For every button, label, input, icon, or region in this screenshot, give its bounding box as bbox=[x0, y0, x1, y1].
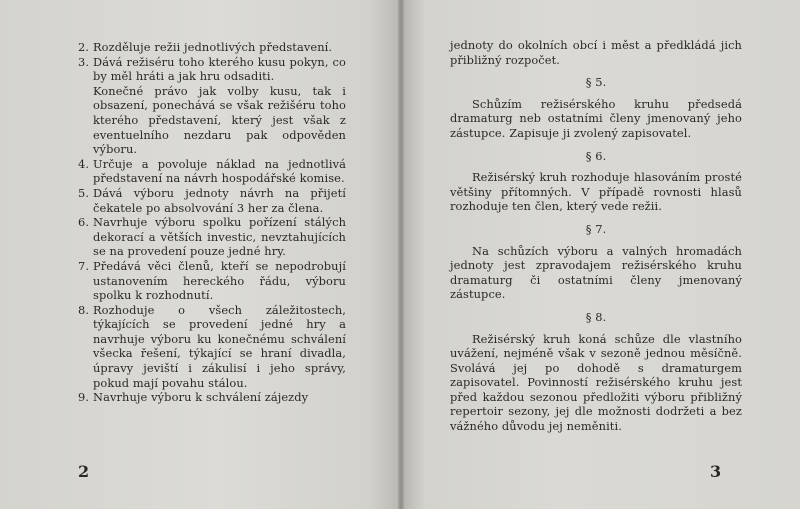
item-text: Rozděluje režii jednotlivých představení. bbox=[93, 40, 333, 54]
item-number: 9. bbox=[78, 390, 90, 405]
item-text: Navrhuje výboru k schválení zájezdy bbox=[93, 390, 309, 405]
section-text: Na schůzích výboru a valných hromadách jednoty jest zpravodajem režisérského kruhu dramaturg či ostatními členy jmenovaný zástupce. bbox=[450, 243, 742, 302]
item-number: 2. bbox=[78, 40, 90, 54]
section-heading: § 5. bbox=[585, 75, 607, 90]
item-number: 4. bbox=[78, 156, 90, 171]
item-text: Dává režiséru toho kterého kusu pokyn, co by měl hráti a jak hru odsaditi. bbox=[93, 54, 346, 84]
right-page-text bbox=[450, 38, 742, 434]
section-heading: § 7. bbox=[585, 221, 607, 236]
item-text: Rozhoduje o všech záležitostech, týkajících se provedení jedné hry a navrhuje výboru ku konečnému schválení všecka řešení, týkající se hraní divadla, úpravy jeviští i zákulisí i jeho správy, pokud mají povahu stálou. bbox=[93, 302, 346, 390]
list-item bbox=[78, 186, 346, 215]
page-number: 2 bbox=[78, 462, 90, 481]
list-item bbox=[78, 259, 346, 303]
item-text: Dává výboru jednoty návrh na přijetí čekatele po absolvování 3 her za člena. bbox=[93, 185, 346, 215]
section-text: Režisérský kruh koná schůze dle vlastního uvážení, nejméně však v sezoně jednou měsíčně. Svolává jej po dohodě s dramaturgem zapisovatel. Povinností režisérského kruhu jest před každou sezonou předložiti výboru přibližný repertoir sezony, jej dle možnosti dodržeti a bez vážného důvodu jej neměniti. bbox=[450, 331, 742, 434]
continuation-text: jednoty do okolních obcí i měst a předkládá jich přibližný rozpočet. bbox=[450, 38, 742, 67]
list-item bbox=[78, 157, 346, 186]
section-heading: § 8. bbox=[585, 309, 607, 324]
list-item bbox=[78, 55, 346, 157]
list-item bbox=[78, 215, 346, 259]
item-text: Určuje a povoluje náklad na jednotlivá představení na návrh hospodářské komise. bbox=[93, 156, 346, 186]
section-text: Schůzím režisérského kruhu předsedá dramaturg neb ostatními členy jmenovaný jeho zástupce. Zapisuje ji zvolený zapisovatel. bbox=[450, 96, 742, 140]
list-item bbox=[78, 40, 346, 55]
list-item bbox=[78, 390, 346, 405]
item-number: 3. bbox=[78, 54, 90, 69]
section-heading: § 6. bbox=[585, 148, 607, 163]
item-text: Předává věci členů, kteří se nepodrobují ustanovením hereckého řádu, výboru spolku k rozhodnutí. bbox=[93, 258, 346, 303]
book-gutter bbox=[398, 0, 404, 509]
item-text: Navrhuje výboru spolku pořízení stálých dekorací a větších investic, nevztahujících se na provedení pouze jedné hry. bbox=[93, 215, 346, 259]
item-number: 6. bbox=[78, 215, 90, 230]
item-number: 8. bbox=[78, 302, 90, 317]
left-page-text bbox=[78, 40, 346, 405]
list-item bbox=[78, 303, 346, 391]
section-text: Režisérský kruh rozhoduje hlasováním prosté většiny přítomných. V případě rovnosti hlasů rozhoduje ten člen, který vede režii. bbox=[450, 170, 742, 214]
item-number: 7. bbox=[78, 258, 90, 273]
item-number: 5. bbox=[78, 185, 90, 200]
item-subparagraph: Konečné právo jak volby kusu, tak i obsazení, ponechává se však režišéru toho kterého představení, který jest však z eventuelního nezdaru pak odpověden výboru. bbox=[93, 83, 346, 157]
page-number: 3 bbox=[710, 462, 722, 481]
